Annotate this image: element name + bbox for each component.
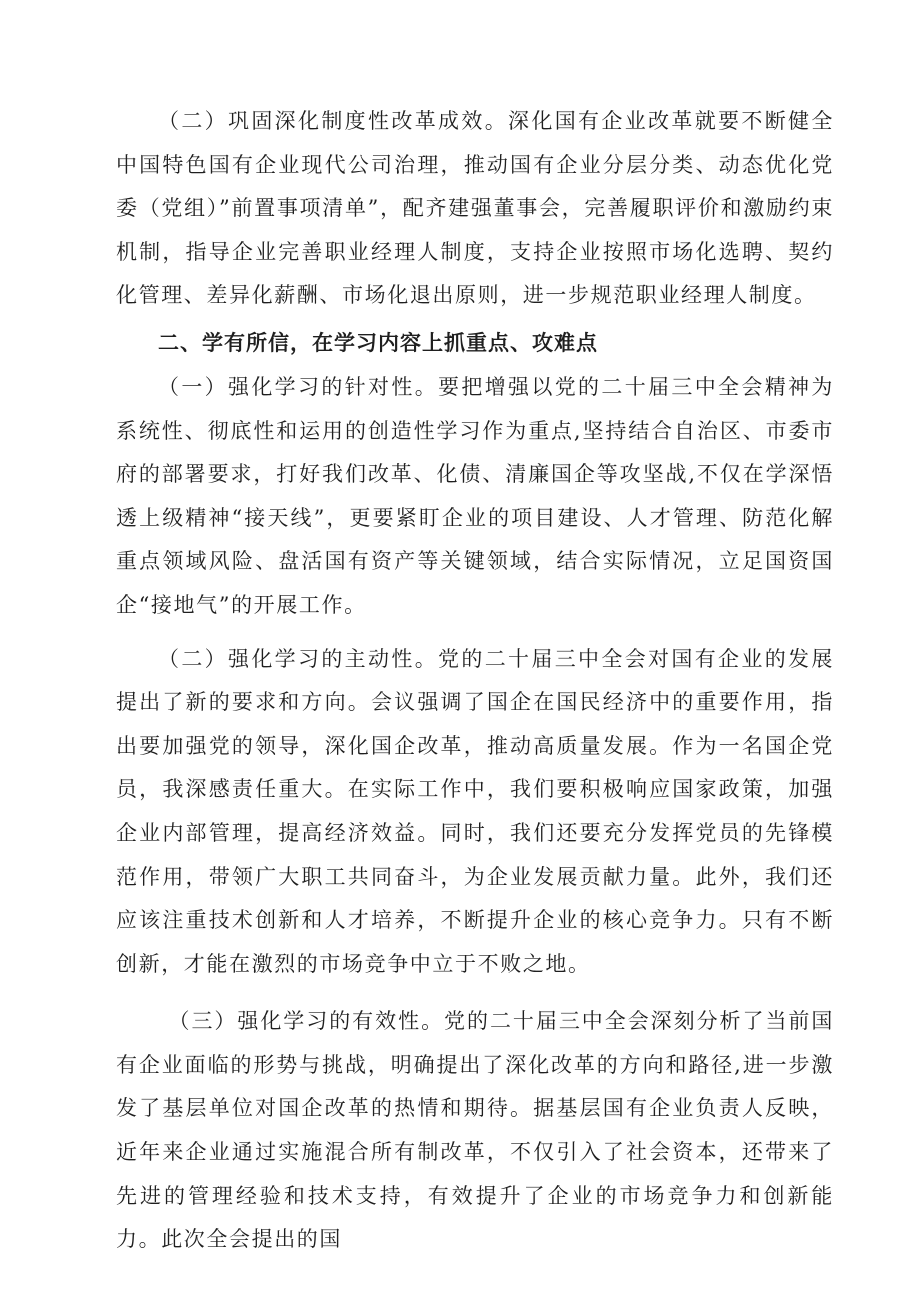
paragraph-proactive-learning: （二）强化学习的主动性。党的二十届三中全会对国有企业的发展提出了新的要求和方向。会议强调了国企在国民经济中的重要作用，指出要加强党的领导，深化国企改革，推动高质量发展。作为一名国企党员，我深感责任重大。在实际工作中，我们要积极响应国家政策，加强企业内部管理，提高经济效益。同时，我们还要充分发挥党员的先锋模范作用，带领广大职工共同奋斗，为企业发展贡献力量。此外，我们还应该注重技术创新和人才培养，不断提升企业的核心竞争力。只有不断创新，才能在激烈的市场竞争中立于不败之地。 bbox=[116, 646, 834, 976]
section-heading-2: 二、学有所信，在学习内容上抓重点、攻难点 bbox=[158, 330, 598, 355]
paragraph-targeted-learning: （一）强化学习的针对性。要把增强以党的二十届三中全会精神为系统性、彻底性和运用的创造性学习作为重点,坚持结合自治区、市委市府的部署要求，打好我们改革、化债、清廉国企等攻坚战,不仅在学深悟透上级精神“接天线”，更要紧盯企业的项目建设、人才管理、防范化解重点领域风险、盘活国有资产等关键领域，结合实际情况，立足国资国企“接地气”的开展工作。 bbox=[116, 374, 834, 617]
paragraph-effective-learning: （三）强化学习的有效性。党的二十届三中全会深刻分析了当前国有企业面临的形势与挑战，明确提出了深化改革的方向和路径,进一步激发了基层单位对国企改革的热情和期待。据基层国有企业负责人反映，近年来企业通过实施混合所有制改革，不仅引入了社会资本，还带来了先进的管理经验和技术支持，有效提升了企业的市场竞争力和创新能力。此次全会提出的国 bbox=[116, 1009, 834, 1252]
document-body bbox=[116, 100, 834, 1262]
paragraph-consolidate-reform: （二）巩固深化制度性改革成效。深化国有企业改革就要不断健全中国特色国有企业现代公司治理，推动国有企业分层分类、动态优化党委（党组）”前置事项清单”，配齐建强董事会，完善履职评价和激励约束机制，指导企业完善职业经理人制度，支持企业按照市场化选聘、契约化管理、差异化薪酬、市场化退出原则，进一步规范职业经理人制度。 bbox=[116, 109, 834, 308]
